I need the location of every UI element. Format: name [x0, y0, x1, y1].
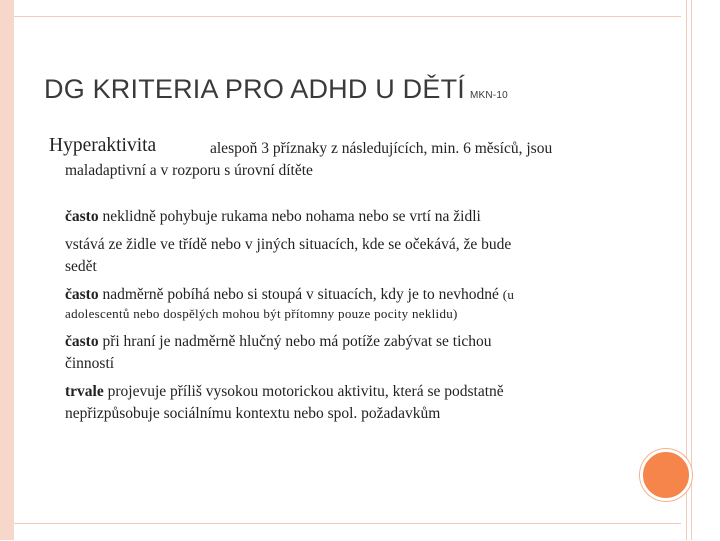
item-emphasis: často — [65, 333, 99, 350]
section-description-line2: maladaptivní a v rozporu s úrovní dítěte — [65, 162, 313, 179]
item-emphasis: často — [65, 208, 99, 225]
list-item — [65, 234, 625, 278]
item-text-continued: nepřizpůsobuje sociálnímu kontextu nebo spol. požadavkům — [65, 405, 441, 422]
item-note-open: (u — [502, 287, 515, 302]
item-emphasis: často — [65, 286, 99, 303]
item-note: adolescentů nebo dospělých mohou být přítomny pouze pocity neklidu) — [65, 306, 458, 321]
item-text-continued: činností — [65, 355, 115, 372]
item-text: neklidně pohybuje rukama nebo nohama nebo se vrtí na židli — [102, 208, 481, 225]
slide-title-suffix: MKN-10 — [469, 90, 508, 101]
slide-frame-bottom — [14, 523, 686, 541]
item-text: projevuje příliš vysokou motorickou aktivitu, která se podstatně — [107, 383, 504, 400]
item-text: při hraní je nadměrně hlučný nebo má potíže zabývat se tichou — [102, 333, 492, 350]
list-item — [65, 284, 625, 306]
item-emphasis: trvale — [65, 383, 104, 400]
section-label: Hyperaktivita — [49, 135, 157, 156]
item-text: vstává ze židle ve třídě nebo v jiných situacích, kde se očekává, že bude — [65, 236, 512, 253]
slide-title — [44, 74, 508, 105]
item-text: nadměrně pobíhá nebo si stoupá v situacích, kdy je to nevhodné — [102, 286, 499, 303]
list-item — [65, 331, 625, 375]
slide-frame-top — [14, 0, 686, 17]
list-item — [65, 206, 625, 228]
decorative-circle — [640, 449, 692, 501]
slide-frame-left — [0, 0, 14, 540]
list-item — [65, 381, 625, 425]
section-description-line1: alespoň 3 příznaky z následujících, min. 6 měsíců, jsou — [210, 140, 553, 157]
slide-frame-line — [691, 0, 692, 540]
item-text-continued: sedět — [65, 258, 97, 275]
slide-title-text: DG KRITERIA PRO ADHD U DĚTÍ — [44, 74, 465, 104]
